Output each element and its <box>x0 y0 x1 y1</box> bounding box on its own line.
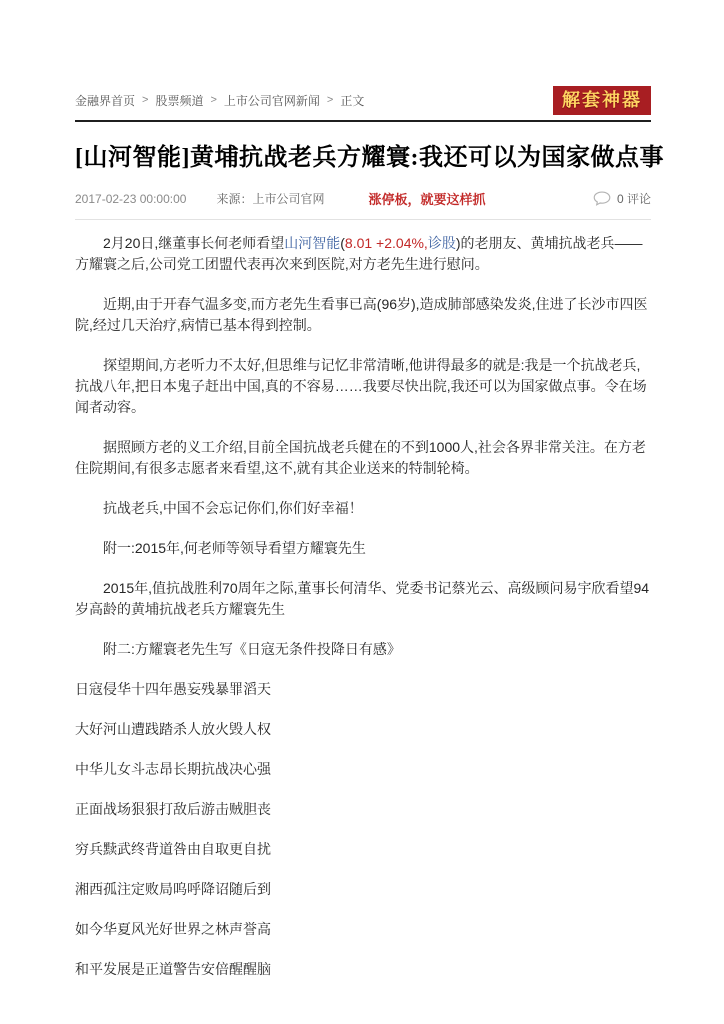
comment-bubble-icon <box>593 191 611 206</box>
text-segment: 如今华夏风光好世界之林声誉高 <box>75 921 271 937</box>
article-paragraph <box>75 578 651 620</box>
text-segment: 穷兵黩武终背道咎由自取更自扰 <box>75 841 271 857</box>
breadcrumb-stock-channel-link[interactable]: 股票频道 <box>155 93 204 108</box>
comments-link[interactable] <box>593 190 651 207</box>
text-segment: 附二:方耀寰老先生写《日寇无条件投降日有感》 <box>103 641 401 657</box>
text-segment: 抗战老兵,中国不会忘记你们,你们好幸福！ <box>103 500 363 516</box>
text-segment: 2015年,值抗战胜利70周年之际,董事长何清华、党委书记蔡光云、高级顾问易宇欣看望94岁高龄的黄埔抗战老兵方耀寰先生 <box>75 580 650 617</box>
article-paragraph <box>75 538 651 559</box>
source-label: 来源：上市公司官网 <box>216 192 325 206</box>
article-body <box>75 233 651 980</box>
text-segment: 正面战场狠狠打敌后游击贼胆丧 <box>75 801 271 817</box>
breadcrumb-current-page: 正文 <box>340 93 365 108</box>
article-meta <box>75 189 651 208</box>
text-segment: 湘西孤注定败局呜呼降诏随后到 <box>75 881 271 897</box>
text-segment: 8.01 +2.04%, <box>344 235 428 251</box>
page-title: [山河智能]黄埔抗战老兵方耀寰:我还可以为国家做点事 <box>75 145 664 171</box>
breadcrumb-home-link[interactable]: 金融界首页 <box>75 93 136 108</box>
article-paragraph <box>75 839 651 860</box>
text-segment: 和平发展是正道警告安倍醒醒脑 <box>75 961 271 977</box>
breadcrumb-separator: > <box>326 94 334 106</box>
article-paragraph <box>75 719 651 740</box>
stock-link[interactable]: 诊股 <box>427 235 456 251</box>
promo-link[interactable]: 涨停板，就要这样抓 <box>368 192 486 207</box>
text-segment: )的老朋友、黄埔抗战老兵——方耀寰之后,公司党工团盟代表再次来到医院,对方老先生进行慰问。 <box>75 235 643 272</box>
content-column <box>75 0 664 999</box>
article-paragraph <box>75 233 651 275</box>
article-paragraph <box>75 879 651 900</box>
article-paragraph <box>75 294 651 336</box>
header-divider <box>75 120 651 122</box>
promo-badge-button[interactable]: 解套神器 <box>553 86 651 115</box>
article-paragraph <box>75 355 651 418</box>
article-paragraph <box>75 959 651 980</box>
article-paragraph <box>75 759 651 780</box>
text-segment: 附一:2015年,何老师等领导看望方耀寰先生 <box>103 540 366 556</box>
article-paragraph <box>75 679 651 700</box>
breadcrumb <box>75 92 364 109</box>
text-segment: 探望期间,方老听力不太好,但思维与记忆非常清晰,他讲得最多的就是:我是一个抗战老兵,抗战八年,把日本鬼子赶出中国,真的不容易……我要尽快出院,我还可以为国家做点事。令在场闻者动容。 <box>75 357 647 415</box>
top-bar <box>75 85 651 115</box>
article-paragraph <box>75 799 651 820</box>
text-segment: 日寇侵华十四年愚妄残暴罪滔天 <box>75 681 271 697</box>
article-paragraph <box>75 919 651 940</box>
article-paragraph <box>75 498 651 519</box>
text-segment: 大好河山遭践踏杀人放火毁人权 <box>75 721 271 737</box>
breadcrumb-separator: > <box>142 94 149 106</box>
publish-date: 2017-02-23 00:00:00 <box>75 191 187 206</box>
text-segment: 2月20日,继董事长何老师看望 <box>103 235 285 251</box>
comment-count-label: 0 评论 <box>616 192 651 206</box>
stock-link[interactable]: 山河智能 <box>284 235 341 251</box>
text-segment: 中华儿女斗志昂长期抗战决心强 <box>75 761 271 777</box>
text-segment: ( <box>340 235 345 251</box>
article-paragraph <box>75 639 651 660</box>
breadcrumb-company-news-link[interactable]: 上市公司官网新闻 <box>223 93 320 108</box>
text-segment: 近期,由于开春气温多变,而方老先生看事已高(96岁),造成肺部感染发炎,住进了长沙市四医院,经过几天治疗,病情已基本得到控制。 <box>75 296 648 333</box>
article-paragraph <box>75 437 651 479</box>
breadcrumb-separator: > <box>210 94 217 106</box>
meta-divider <box>75 219 651 220</box>
text-segment: 据照顾方老的义工介绍,目前全国抗战老兵健在的不到1000人,社会各界非常关注。在方老住院期间,有很多志愿者来看望,这不,就有其企业送来的特制轮椅。 <box>75 439 646 476</box>
